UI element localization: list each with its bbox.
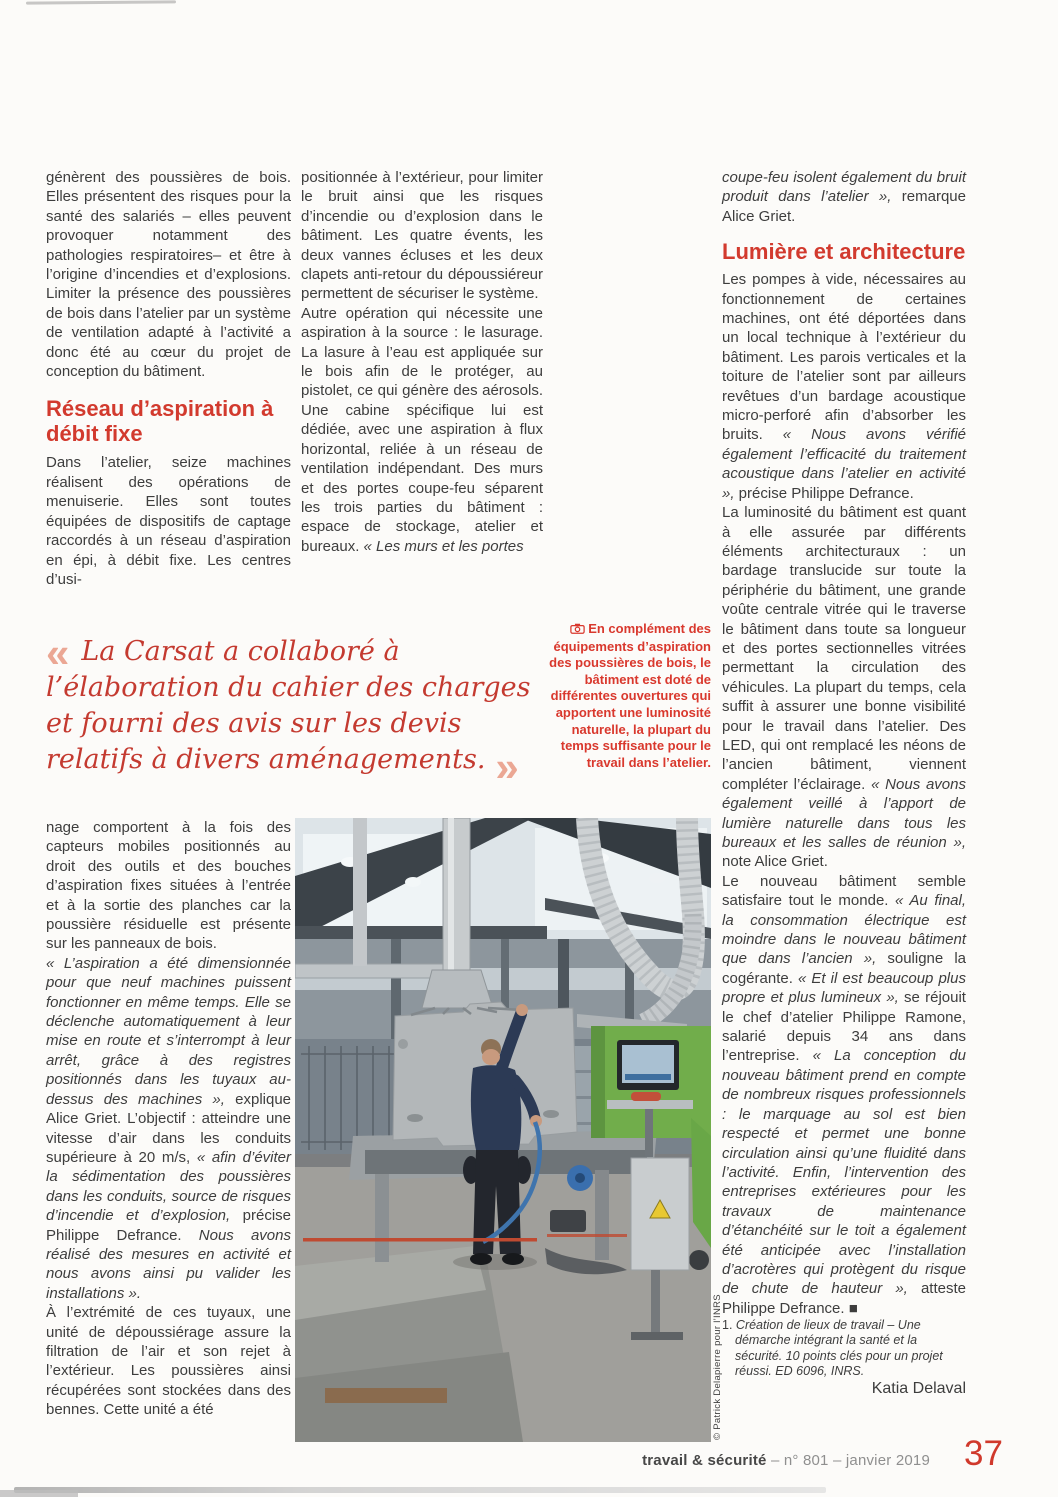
- author-byline: Katia Delaval: [871, 1379, 966, 1397]
- photo-caption: [541, 621, 711, 771]
- pull-quote: [46, 629, 551, 790]
- quoted-text: « La conception du nouveau bâtiment prend en compte de nombreux risques professionnels : le marquage au sol est bien respecté et permet une bonne circulation ainsi qu’une fluidité dans l’activité. Enfin, l’intervention des entreprises extérieures pour les travaux de maintenance d’étanchéité sur le toit a également été anticipée avec l’installation d’acrotères qui protègent du risque de chute de hauteur »,: [722, 1047, 966, 1298]
- paragraph: [722, 503, 966, 872]
- paragraph-text: précise Philippe Defrance.: [46, 1207, 291, 1244]
- camera-icon: [570, 622, 585, 639]
- photo-credit: © Patrick Delapierre pour l’INRS: [712, 1294, 723, 1440]
- quoted-text: Nous avons réalisé des mesures en activité et nous avons ainsi pu valider les installations ».: [46, 1226, 291, 1302]
- quoted-text: coupe-feu isolent également du bruit produit dans l’atelier »,: [722, 169, 966, 206]
- footnote: [722, 1318, 966, 1379]
- paragraph-text: se réjouit le chef d’atelier Philippe Ramone, salarié depuis 34 ans dans l’entreprise.: [722, 989, 966, 1065]
- paragraph-text: remarque Alice Griet.: [722, 188, 966, 225]
- paragraph: [722, 872, 966, 1318]
- paragraph: [722, 168, 966, 226]
- paragraph: [722, 270, 966, 503]
- quoted-text: « Au final, la consommation électrique est moindre dans le nouveau bâtiment que dans l’ancien »,: [722, 892, 967, 968]
- page-footer: [560, 1452, 930, 1469]
- paragraph: nage comportent à la fois des capteurs mobiles positionnés au droit des outils et des bouches d’aspiration fixes situées à l’entrée et à la sortie des planches car la poussière résiduelle est présente sur les panneaux de bois.: [46, 819, 291, 953]
- caption-text: En complément des équipements d’aspiration des poussières de bois, le bâtiment est doté de différentes ouvertures qui apportent une luminosité naturelle, la plupart du temps suffisante pour le travail dans l’atelier.: [549, 621, 711, 770]
- paragraph-text: note Alice Griet.: [722, 853, 828, 871]
- paragraph: À l’extrémité de ces tuyaux, une unité de dépoussiérage assure la filtration de l’air et son rejet à l’extérieur. Les poussières ainsi récupérées sont stockées dans des bennes. Cette unité a été: [46, 1304, 291, 1419]
- workshop-photo: [295, 818, 711, 1442]
- paragraph-text: Les pompes à vide, nécessaires au fonctionnement de certaines machines, ont été déportées dans un local technique à l’extérieur du bâtiment. Les parois verticales et la toiture de l’atelier sont par ailleurs revêtues d’un bardage acoustique micro-perforé afin d’absorber les bruits.: [722, 271, 966, 444]
- page-number: 37: [964, 1434, 1003, 1473]
- paragraph-text: souligne la cogérante.: [722, 950, 967, 987]
- paragraph-text: Autre opération qui nécessite une aspiration à la source : le lasurage. La lasure à l’eau est appliquée sur le bois afin de le protéger, au pistolet, ce qui génère des aérosols. Une cabine spécifique lui est dédiée, avec une aspiration à flux horizontal, reliée à un réseau de ventilation indépendant. Des murs et des portes coupe-feu séparent les trois parties du bâtiment : espace de stockage, atelier et bureaux.: [301, 304, 543, 555]
- paragraph-text: atteste Philippe Defrance. ■: [722, 1280, 966, 1317]
- footnote-text: Création de lieux de travail – Une démarche intégrant la santé et la sécurité. 10 points clés pour un projet réussi. ED 6096, INRS.: [732, 1318, 943, 1378]
- open-quote-icon: «: [46, 629, 70, 676]
- quoted-text: « Nous avons vérifié également l’efficacité du traitement acoustique dans l’atelier en activité »,: [722, 426, 967, 502]
- scan-artifact-top: [26, 0, 176, 4]
- column-right: [722, 168, 966, 1398]
- paragraph: [46, 954, 291, 1303]
- paragraph-text: Le nouveau bâtiment semble satisfaire tout le monde.: [722, 872, 966, 910]
- paragraph-text: explique Alice Griet. L’objectif : atteindre une vitesse d’air dans les conduits supérieure à 20 m/s,: [46, 1090, 292, 1166]
- column-left-top: [46, 168, 291, 589]
- paragraph: [301, 304, 543, 556]
- paragraph: génèrent des poussières de bois. Elles présentent des risques pour la santé des salariés – elles peuvent provoquer notamment des pathologies respiratoires– et être à l’origine d’incendies et d’explosions. Limiter la présence des poussières de bois dans l’atelier par un système de ventilation adapté à l’activité a donc été au cœur du projet de conception du bâtiment.: [46, 169, 291, 381]
- quoted-text: « Nous avons également veillé à l’apport de lumière naturelle dans tous les bureaux et les salles de réunion »,: [722, 775, 966, 851]
- paragraph-text: La luminosité du bâtiment est quant à elle assurée par différents éléments architecturaux : un bardage translucide sur toute la périphérie du bâtiment, une grande voûte centrale vitrée qui le traverse le bâtiment dans toute sa longueur et des portes sectionnelles vitrées permettant la circulation des véhicules. La plupart du temps, cela suffit à assurer une bonne visibilité pour le travail dans l’atelier. Des LED, qui ont remplacé les néons de l’ancien bâtiment, viennent compléter l’éclairage.: [722, 504, 966, 793]
- section-heading-reseau: Réseau d’aspiration à débit fixe: [46, 396, 274, 447]
- column-left-bottom: [46, 818, 291, 1420]
- pull-quote-text: La Carsat a collaboré à l’élaboration du cahier des charges et fourni des avis sur les devis relatifs à divers aménagements.: [46, 636, 531, 775]
- paragraph-text: précise Philippe Defrance.: [734, 484, 914, 502]
- issue-info: – n° 801 – janvier 2019: [766, 1452, 930, 1469]
- quoted-text: « Et il est beaucoup plus propre et plus lumineux »,: [722, 969, 966, 1007]
- column-middle-top: [301, 168, 543, 556]
- paragraph: positionnée à l’extérieur, pour limiter le bruit ainsi que les risques d’incendie ou d’explosion dans le bâtiment. Les quatre évents, les deux vannes écluses et les deux clapets anti-retour du dépoussiéreur permettent de sécuriser le système.: [301, 169, 543, 303]
- quoted-text: « L’aspiration a été dimensionnée pour que neuf machines puissent fonctionner en même temps. Elle se déclenche automatiquement à leur mise en route et s’interrompt à leur arrêt, grâce à des registres positionnés dans les tuyaux au-dessus des machines »,: [46, 954, 291, 1108]
- scan-artifact-bottom: [14, 1487, 826, 1493]
- close-quote-icon: »: [495, 743, 519, 790]
- magazine-title: travail & sécurité: [642, 1452, 767, 1469]
- quoted-text: « afin d’éviter la sédimentation des poussières dans les conduits, source de risques d’incendie et d’explosion,: [46, 1148, 292, 1225]
- section-heading-lumiere: Lumière et architecture: [722, 239, 966, 265]
- paragraph: Dans l’atelier, seize machines réalisent des opérations de menuiserie. Elles sont toutes équipées de dispositifs de captage raccordés à un réseau d’aspiration en épi, à débit fixe. Les centres d’usi-: [46, 454, 291, 588]
- quoted-text: « Les murs et les portes: [363, 537, 524, 555]
- footnote-number: 1.: [722, 1318, 733, 1333]
- scan-artifact-corner: [0, 1490, 78, 1497]
